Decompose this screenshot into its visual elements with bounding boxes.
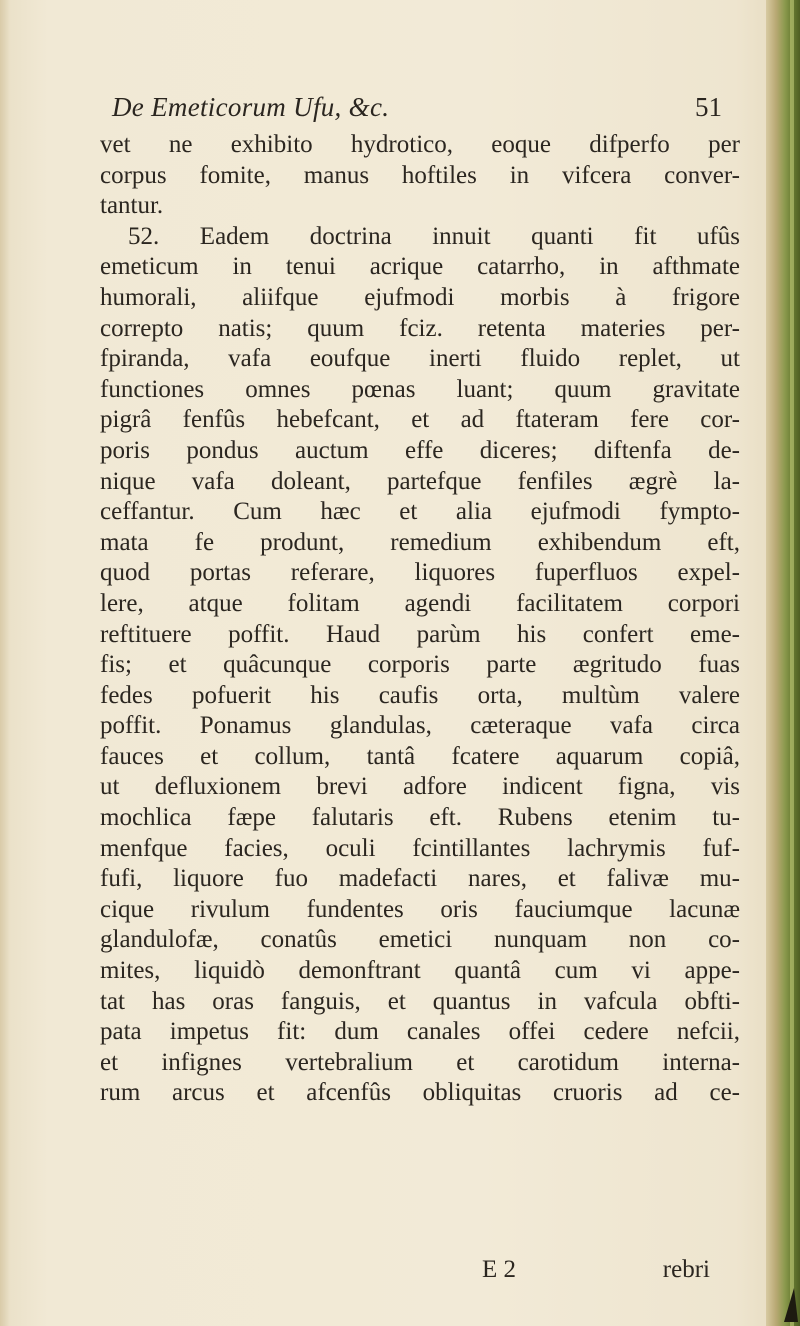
text-line: fpiranda, vafa eoufque inerti fluido replet, ut (100, 345, 740, 373)
text-line: ut defluxionem brevi adfore indicent figna, vis (100, 773, 740, 801)
page-header (112, 92, 722, 132)
page-footer (100, 1256, 710, 1290)
text-line: reftituere poffit. Haud parùm his confert eme- (100, 620, 740, 648)
text-line: tantur. (100, 192, 164, 220)
page-number: 51 (695, 92, 722, 122)
text-line: tat has oras fanguis, et quantus in vafcula obfti- (100, 987, 740, 1015)
text-line: humorali, aliifque ejufmodi morbis à frigore (100, 283, 740, 311)
gutter-shadow (0, 0, 10, 1326)
text-line: poffit. Ponamus glandulas, cæteraque vafa circa (100, 712, 740, 740)
text-line: mata fe produnt, remedium exhibendum eft, (100, 528, 740, 556)
text-line: cique rivulum fundentes oris fauciumque lacunæ (100, 895, 740, 923)
text-line: poris pondus auctum effe diceres; diftenfa de- (100, 436, 740, 464)
text-line: fedes pofuerit his caufis orta, multùm valere (100, 681, 740, 709)
text-line: rum arcus et afcenfûs obliquitas cruoris ad ce- (100, 1079, 740, 1107)
text-line: 52. Eadem doctrina innuit quanti fit ufûs (128, 222, 740, 250)
signature-mark: E 2 (482, 1256, 517, 1283)
text-line: nique vafa doleant, partefque fenfiles ægrè la- (100, 467, 740, 495)
text-line: pata impetus fit: dum canales offei cedere nefcii, (100, 1018, 740, 1046)
page-edge-binding (766, 0, 800, 1326)
text-line: fufi, liquore fuo madefacti nares, et falivæ mu- (100, 865, 740, 893)
body-text (100, 130, 740, 1109)
text-line: mochlica fæpe falutaris eft. Rubens etenim tu- (100, 804, 740, 832)
text-line: fis; et quâcunque corporis parte ægritudo fuas (100, 651, 740, 679)
running-title: De Emeticorum Ufu, &c. (112, 92, 390, 122)
catchword: rebri (662, 1256, 710, 1283)
text-line: pigrâ fenfûs hebefcant, et ad ftateram fere cor- (100, 406, 740, 434)
text-line: lere, atque folitam agendi facilitatem corpori (100, 589, 740, 617)
text-line: glandulofæ, conatûs emetici nunquam non co- (100, 926, 740, 954)
text-line: functiones omnes pœnas luant; quum gravitate (100, 375, 740, 403)
text-line: et infignes vertebralium et carotidum interna- (100, 1048, 740, 1076)
text-line: corpus fomite, manus hoftiles in vifcera conver- (100, 161, 740, 189)
text-line: emeticum in tenui acrique catarrho, in afthmate (100, 253, 740, 281)
corner-mark (784, 1288, 798, 1322)
text-line: vet ne exhibito hydrotico, eoque difperfo per (100, 131, 740, 158)
edge-stripe (790, 0, 794, 1326)
text-line: correpto natis; quum fciz. retenta materies per- (100, 314, 740, 342)
text-line: fauces et collum, tantâ fcatere aquarum copiâ, (100, 742, 740, 770)
text-line: mites, liquidò demonftrant quantâ cum vi appe- (100, 957, 740, 985)
text-line: menfque facies, oculi fcintillantes lachrymis fuf- (100, 834, 740, 862)
text-line: quod portas referare, liquores fuperfluos expel- (100, 559, 740, 587)
text-line: ceffantur. Cum hæc et alia ejufmodi fympto- (100, 498, 740, 526)
